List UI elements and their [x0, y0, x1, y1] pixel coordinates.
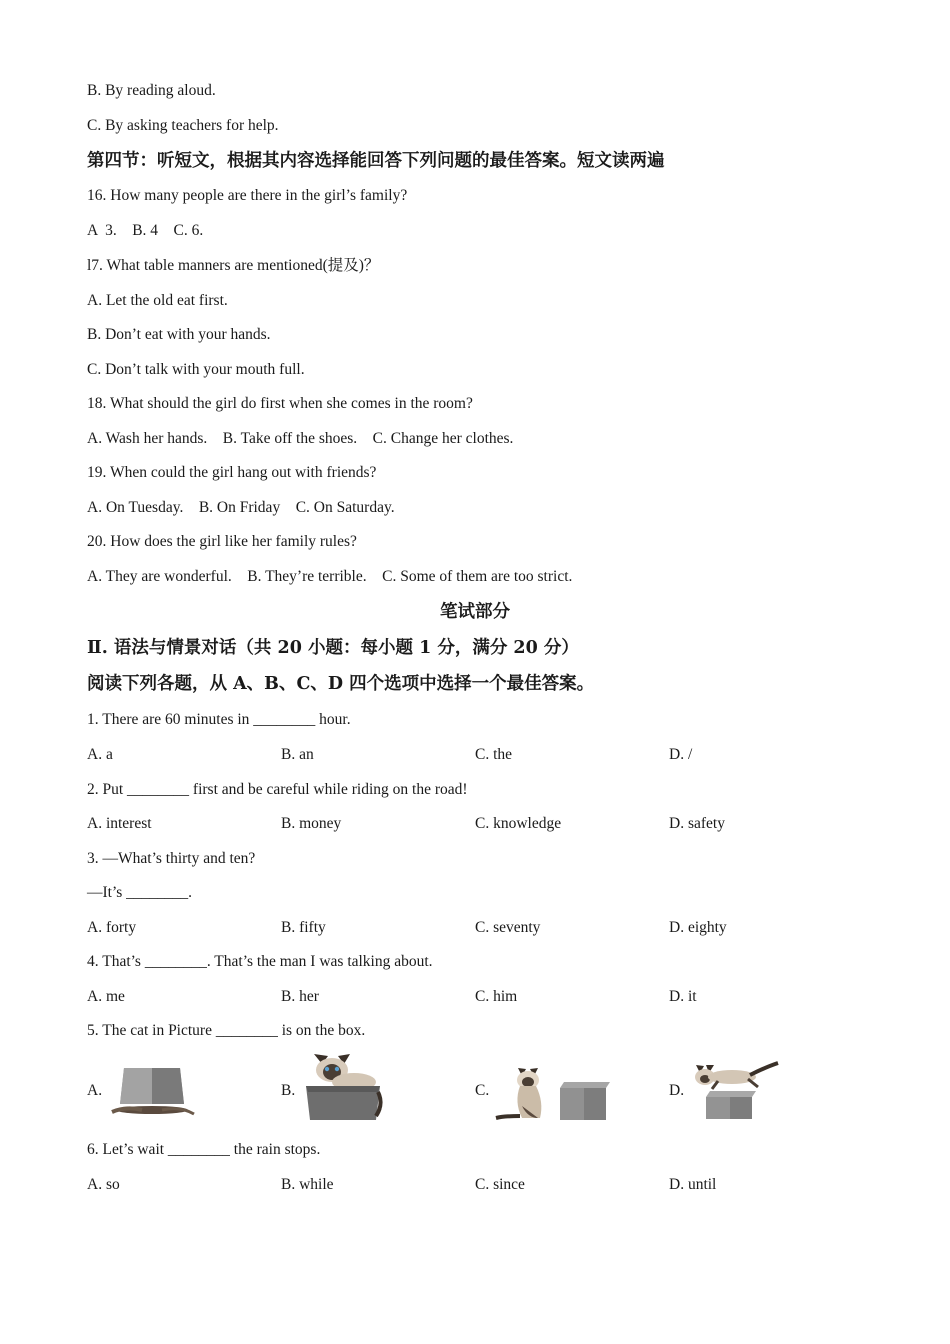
option-a: A. me	[87, 988, 125, 1005]
question-18-options: A. Wash her hands. B. Take off the shoes. C. Change her clothes.	[87, 430, 514, 447]
question-17-option-b: B. Don’t eat with your hands.	[87, 326, 271, 343]
question-6: 6. Let’s wait ________ the rain stops.	[87, 1141, 321, 1158]
option-c: C.	[475, 1082, 490, 1099]
option-c: C. knowledge	[475, 815, 562, 832]
option-line: C. By asking teachers for help.	[87, 117, 279, 134]
option-d: D. eighty	[669, 919, 727, 936]
option-d: D. it	[669, 988, 697, 1005]
question-3-reply: —It’s ________.	[87, 884, 193, 901]
question-3: 3. —What’s thirty and ten?	[87, 850, 256, 867]
question-1: 1. There are 60 minutes in ________ hour.	[87, 711, 351, 728]
option-c: C. seventy	[475, 919, 541, 936]
option-c: C. since	[475, 1176, 525, 1193]
option-b: B. fifty	[281, 919, 326, 936]
option-d: D. /	[669, 746, 693, 763]
question-2: 2. Put ________ first and be careful while riding on the road!	[87, 781, 468, 798]
option-c: C. the	[475, 746, 513, 763]
question-20: 20. How does the girl like her family rules?	[87, 533, 357, 550]
option-a: A.	[87, 1082, 103, 1099]
option-line: B. By reading aloud.	[87, 82, 216, 99]
question-20-options: A. They are wonderful. B. They’re terrible. C. Some of them are too strict.	[87, 568, 573, 585]
question-18: 18. What should the girl do first when she comes in the room?	[87, 395, 473, 412]
question-4: 4. That’s ________. That’s the man I was talking about.	[87, 953, 433, 970]
cat-over-box-picture	[690, 1057, 782, 1121]
question-16-options: A 3. B. 4 C. 6.	[87, 222, 204, 239]
question-19: 19. When could the girl hang out with friends?	[87, 464, 377, 481]
part-title: 笔试部分	[440, 602, 510, 622]
option-b: B.	[281, 1082, 296, 1099]
question-16: 16. How many people are there in the girl’s family?	[87, 187, 408, 204]
option-d: D. safety	[669, 815, 725, 832]
cat-beside-box-picture	[494, 1066, 612, 1122]
question-17: l7. What table manners are mentioned(提及)？	[87, 257, 380, 274]
section-heading: Ⅱ. 语法与情景对话（共 20 小题：每小题 1 分，满分 20 分）	[87, 638, 579, 658]
option-a: A. forty	[87, 919, 137, 936]
option-a: A. a	[87, 746, 113, 763]
cat-under-box-picture	[106, 1066, 198, 1120]
option-b: B. her	[281, 988, 319, 1005]
question-5: 5. The cat in Picture ________ is on the box.	[87, 1022, 366, 1039]
option-c: C. him	[475, 988, 518, 1005]
option-d: D.	[669, 1082, 685, 1099]
option-b: B. while	[281, 1176, 334, 1193]
section4-heading: 第四节：听短文，根据其内容选择能回答下列问题的最佳答案。短文读两遍	[87, 151, 665, 171]
option-b: B. money	[281, 815, 342, 832]
option-a: A. interest	[87, 815, 152, 832]
question-17-option-c: C. Don’t talk with your mouth full.	[87, 361, 305, 378]
option-d: D. until	[669, 1176, 717, 1193]
option-a: A. so	[87, 1176, 120, 1193]
cat-in-box-picture	[302, 1052, 384, 1122]
option-b: B. an	[281, 746, 314, 763]
question-19-options: A. On Tuesday. B. On Friday C. On Saturday.	[87, 499, 395, 516]
question-17-option-a: A. Let the old eat first.	[87, 292, 228, 309]
instruction: 阅读下列各题，从 A、B、C、D 四个选项中选择一个最佳答案。	[87, 674, 595, 694]
